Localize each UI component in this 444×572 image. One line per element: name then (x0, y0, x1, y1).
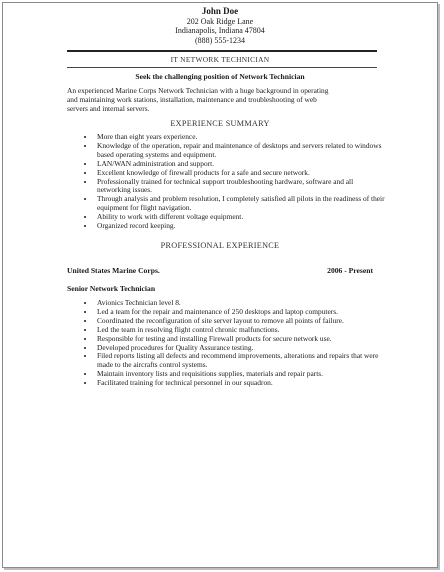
resume-page (2, 2, 438, 568)
list-item: • Led a team for the repair and maintenance of 250 desktops and laptop computers. (95, 308, 387, 317)
list-item: • Facilitated training for technical personnel in our squadron. (95, 379, 387, 388)
responsibilities-list (83, 299, 387, 388)
professional-experience-heading: PROFESSIONAL EXPERIENCE (160, 241, 280, 250)
list-item: • Knowledge of the operation, repair and maintenance of desktops and servers related to windows based operating systems and equipment. (95, 142, 387, 160)
list-item: • Ability to work with different voltage equipment. (95, 213, 387, 222)
list-item: • Professionally trained for technical support troubleshooting hardware, software and all networking issues. (95, 178, 387, 196)
city-state-zip: Indianapolis, Indiana 47804 (175, 26, 265, 36)
phone-number: (888) 555-1234 (195, 35, 245, 45)
list-item: • Developed procedures for Quality Assurance testing. (95, 344, 387, 353)
summary-line: servers and internal servers. (67, 103, 150, 113)
list-item: • Maintain inventory lists and requisitions supplies, materials and repair parts. (95, 370, 387, 379)
list-item: • More than eight years experience. (95, 133, 387, 142)
position-title: Senior Network Technician (67, 284, 156, 293)
list-item: • Filed reports listing all defects and recommend improvements, alterations and repairs that were made to the aircrafts control systems. (95, 352, 387, 370)
title-divider (67, 67, 377, 68)
header-divider (67, 50, 377, 52)
summary-line: An experienced Marine Corps Network Technician with a huge background in operating (67, 86, 329, 95)
list-item: • Avionics Technician level 8. (95, 299, 387, 308)
list-item: • Responsible for testing and installing Firewall products for secure network use. (95, 335, 387, 344)
list-item: • Excellent knowledge of firewall products for a safe and secure network. (95, 169, 387, 178)
contact-header (3, 7, 437, 45)
list-item: • Coordinated the reconfiguration of site server layout to remove all points of failure. (95, 317, 387, 326)
experience-summary-list (83, 133, 387, 231)
job-title: IT NETWORK TECHNICIAN (170, 55, 270, 64)
summary-paragraph (67, 87, 383, 114)
employer-name: United States Marine Corps. (67, 266, 160, 275)
list-item: • LAN/WAN administration and support. (95, 160, 387, 169)
list-item: • Through analysis and problem resolution, I completely satisfied all pilots in the readiness of their equipment for flight navigation. (95, 195, 387, 213)
position-row (67, 284, 383, 293)
summary-line: and maintaining work stations, installation, maintenance and troubleshooting of web (67, 94, 317, 104)
objective-statement: Seek the challenging position of Network Technician (135, 72, 305, 81)
experience-summary-heading: EXPERIENCE SUMMARY (170, 119, 270, 128)
list-item: • Organized record keeping. (95, 222, 387, 231)
list-item: • Led the team in resolving flight control chronic malfunctions. (95, 326, 387, 335)
applicant-name: John Doe (201, 6, 239, 16)
employment-dates: 2006 - Present (327, 266, 373, 275)
employer-row (67, 266, 383, 275)
street-address: 202 Oak Ridge Lane (186, 16, 254, 26)
